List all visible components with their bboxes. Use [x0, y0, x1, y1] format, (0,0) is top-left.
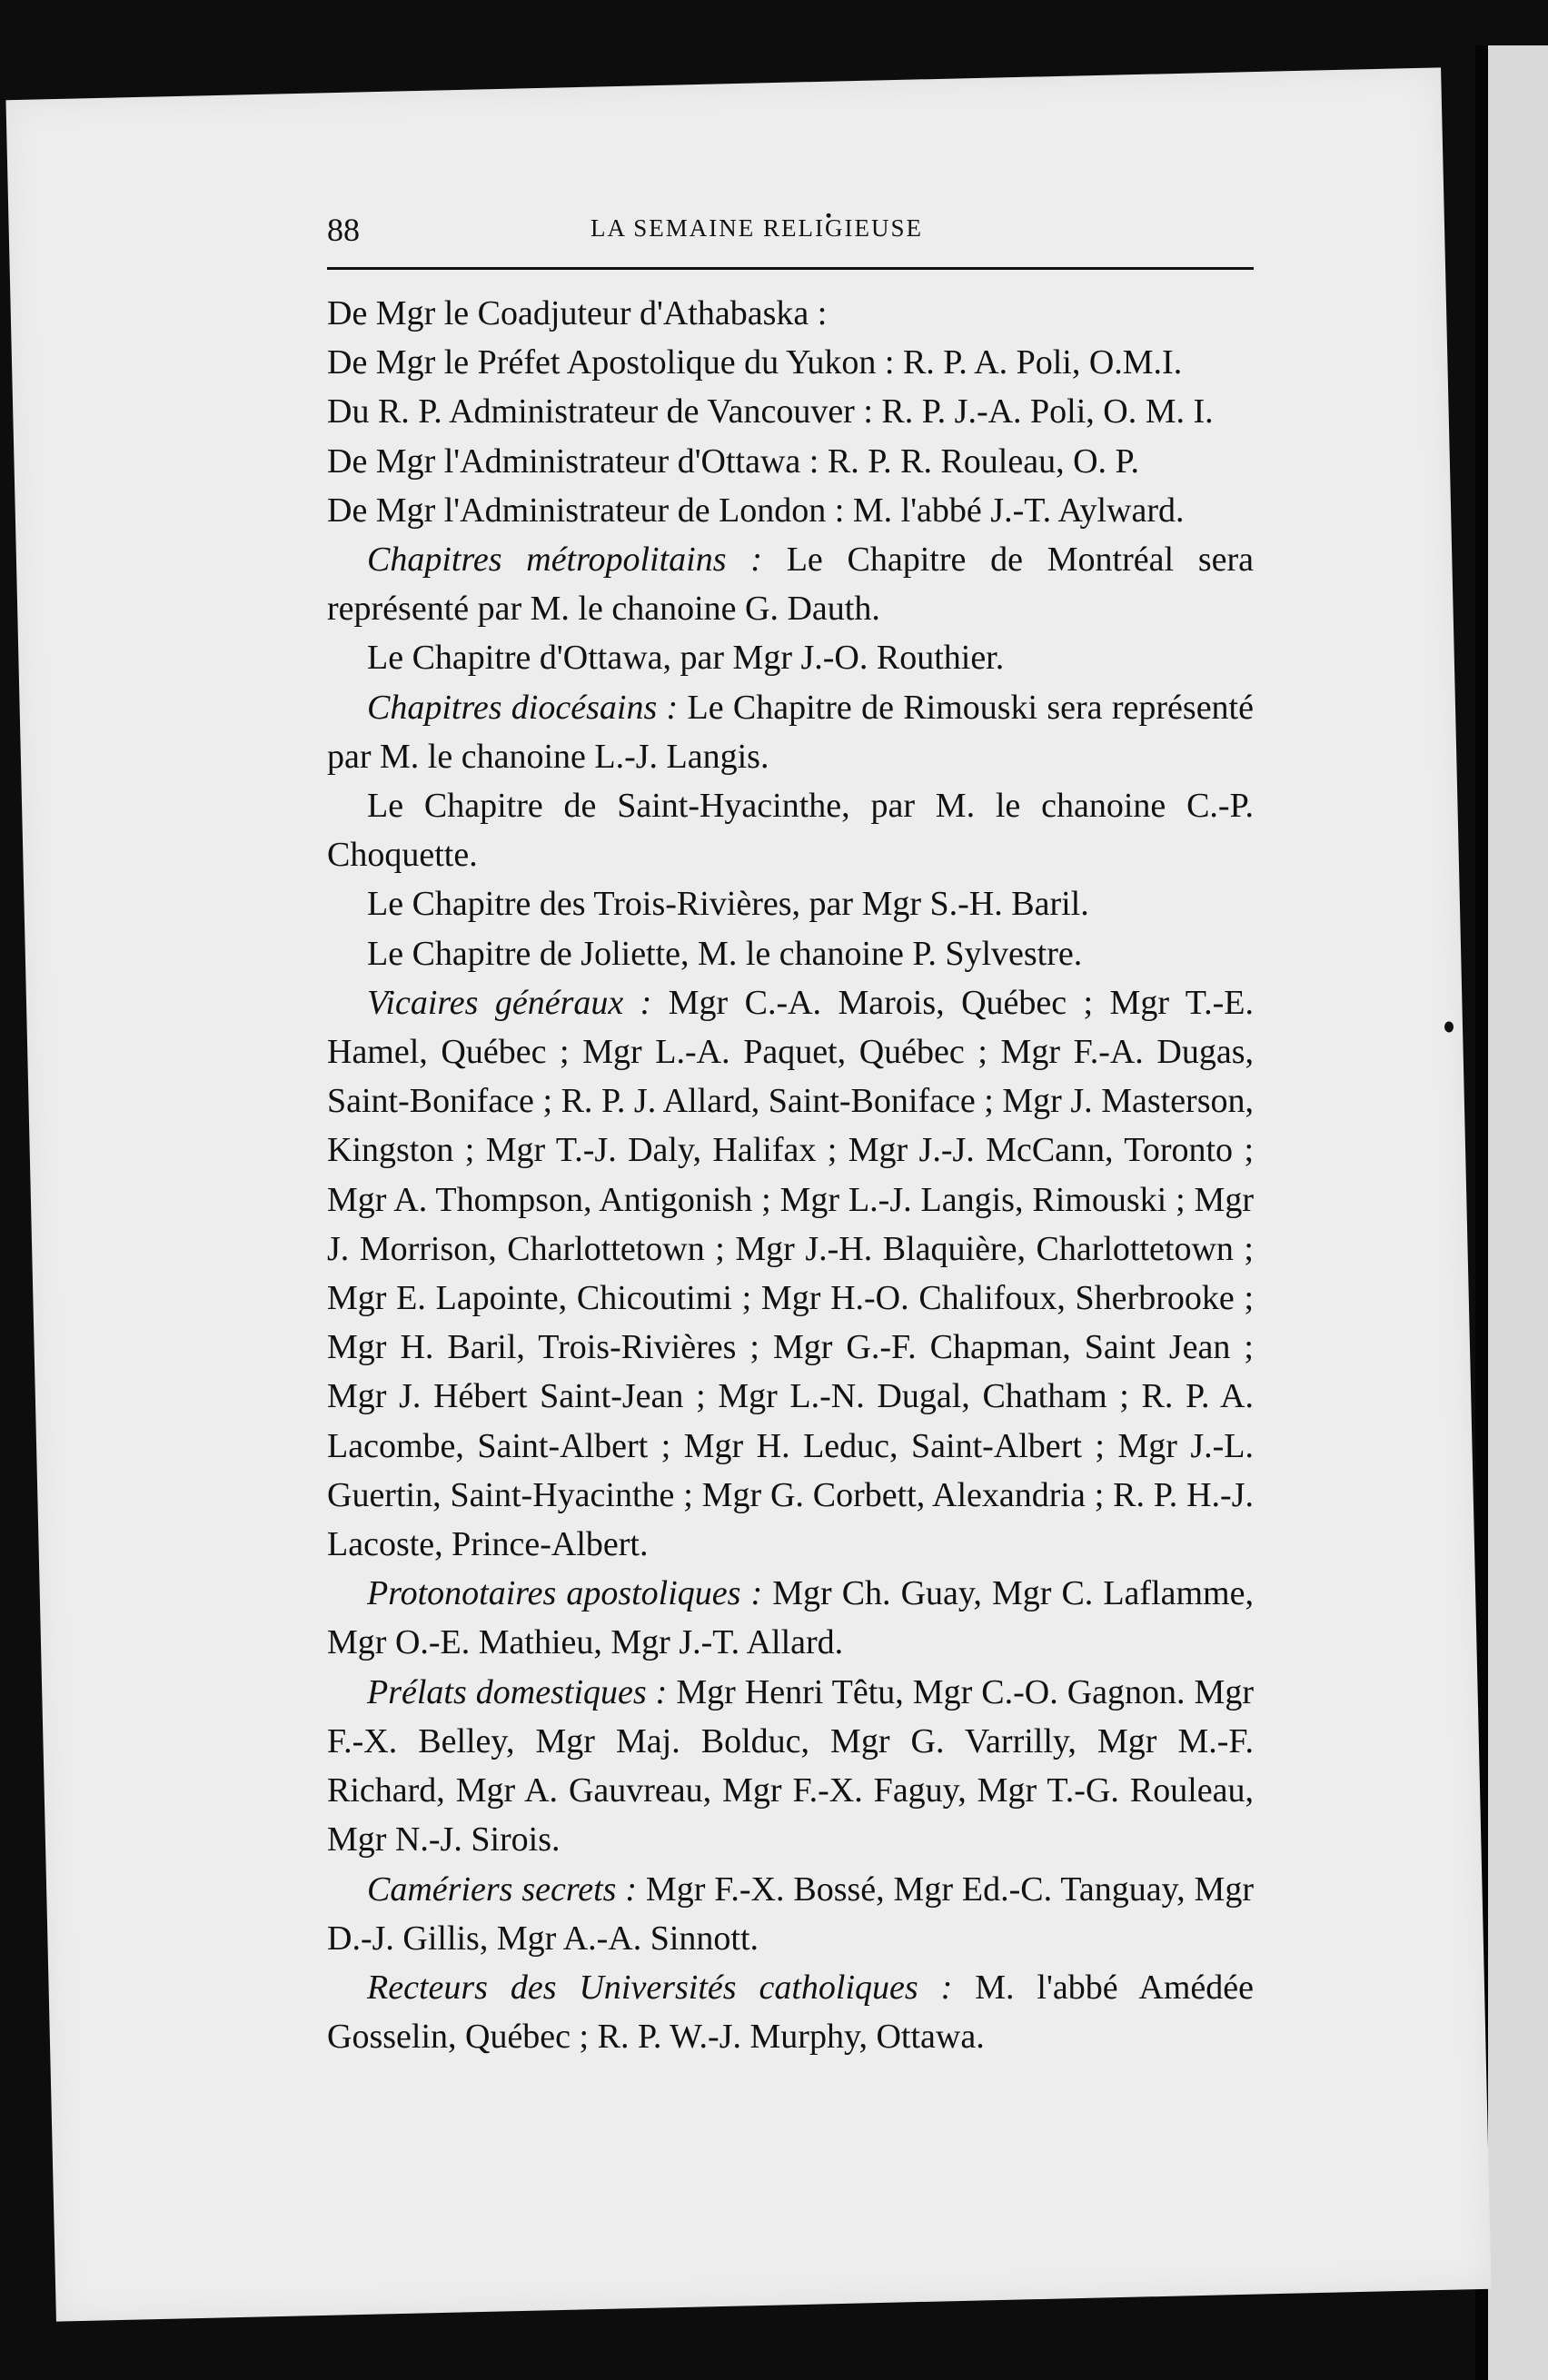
paragraph-coadjuteur-athabaska: De Mgr le Coadjuteur d'Athabaska : — [327, 294, 828, 332]
paragraph-protonotaires-apostoliques: Protonotaires apostoliques : Mgr Ch. Guay, Mgr C. Laflamme, Mgr O.-E. Mathieu, Mgr J.-T. Allard. — [327, 1574, 1254, 1662]
paragraph-chapitre-joliette: Le Chapitre de Joliette, M. le chanoine P. Sylvestre. — [367, 934, 1083, 973]
paragraph-recteurs-universites: Recteurs des Universités catholiques : M. l'abbé Amédée Gosselin, Québec ; R. P. W.-J. Murphy, Ottawa. — [327, 1968, 1254, 2057]
section-lead: Prélats domestiques : — [367, 1672, 668, 1711]
ink-speck — [1444, 1021, 1454, 1032]
running-title: LA SEMAINE RELIGIEUSE — [590, 214, 923, 242]
paragraph-vicaires-generaux: Vicaires généraux : Mgr C.-A. Marois, Québec ; Mgr T.-E. Hamel, Québec ; Mgr L.-A. Paquet, Québec ; Mgr F.-A. Dugas, Saint-Boniface ; R. P. J. Allard, Saint-Boniface ; Mgr J. Masterson, Kingston ; Mgr T.-J. Daly, Halifax ; Mgr J.-J. McCann, Toronto ; Mgr A. Thompson, Antigonish ; Mgr L.-J. Langis, Rimouski ; Mgr J. Morrison, Charlottetown ; Mgr J.-H. Blaquière, Charlottetown ; Mgr E. Lapointe, Chicoutimi ; Mgr H.-O. Chalifoux, Sherbrooke ; Mgr H. Baril, Trois-Rivières ; Mgr G.-F. Chapman, Saint Jean ; Mgr J. Hébert Saint-Jean ; Mgr L.-N. Dugal, Chatham ; R. P. A. Lacombe, Saint-Albert ; Mgr H. Leduc, Saint-Albert ; Mgr J.-L. Guertin, Saint-Hyacinthe ; Mgr G. Corbett, Alexandria ; R. P. H.-J. Lacoste, Prince-Albert. — [327, 983, 1254, 1564]
paragraph-chapitre-ottawa: Le Chapitre d'Ottawa, par Mgr J.-O. Routhier. — [367, 639, 1005, 678]
paragraph-prelats-domestiques: Prélats domestiques : Mgr Henri Têtu, Mgr C.-O. Gagnon. Mgr F.-X. Belley, Mgr Maj. Bolduc, Mgr G. Varrilly, Mgr M.-F. Richard, Mgr A. Gauvreau, Mgr F.-X. Faguy, Mgr T.-G. Rouleau, Mgr N.-J. Sirois. — [327, 1672, 1254, 1859]
page-number: 88 — [327, 212, 360, 248]
paragraph-chapitre-saint-hyacinthe: Le Chapitre de Saint-Hyacinthe, par M. le chanoine C.-P. Choquette. — [327, 787, 1254, 875]
section-lead: Recteurs des Universités catholiques : — [367, 1968, 953, 2007]
section-lead: Protonotaires apostoliques : — [367, 1574, 763, 1613]
page-header — [327, 202, 1254, 270]
page-body — [327, 289, 1254, 2061]
paragraph-chapitre-trois-rivieres: Le Chapitre des Trois-Rivières, par Mgr S.-H. Baril. — [367, 885, 1089, 924]
paragraph-administrateur-ottawa: De Mgr l'Administrateur d'Ottawa : R. P. R. Rouleau, O. P. — [327, 441, 1139, 481]
paragraph-administrateur-vancouver: Du R. P. Administrateur de Vancouver : R. P. J.-A. Poli, O. M. I. — [327, 392, 1214, 431]
section-lead: Camériers secrets : — [367, 1869, 638, 1909]
paragraph-prefet-yukon: De Mgr le Préfet Apostolique du Yukon : R. P. A. Poli, O.M.I. — [327, 343, 1183, 382]
paragraph-administrateur-london: De Mgr l'Administrateur de London : M. l'abbé J.-T. Aylward. — [327, 491, 1185, 530]
section-lead: Vicaires généraux : — [367, 983, 652, 1022]
adjacent-page-edge — [1475, 45, 1548, 2380]
paragraph-chapitres-diocesains: Chapitres diocésains : Le Chapitre de Rimouski sera représenté par M. le chanoine L.-J. Langis. — [327, 688, 1254, 776]
paragraph-cameriers-secrets: Camériers secrets : Mgr F.-X. Bossé, Mgr Ed.-C. Tanguay, Mgr D.-J. Gillis, Mgr A.-A. Sinnott. — [327, 1869, 1254, 1958]
section-lead: Chapitres diocésains : — [367, 688, 679, 727]
section-lead: Chapitres métropolitains : — [367, 540, 762, 580]
paragraph-chapitres-metropolitains: Chapitres métropolitains : Le Chapitre de Montréal sera représenté par M. le chanoine G. Dauth. — [327, 540, 1254, 629]
